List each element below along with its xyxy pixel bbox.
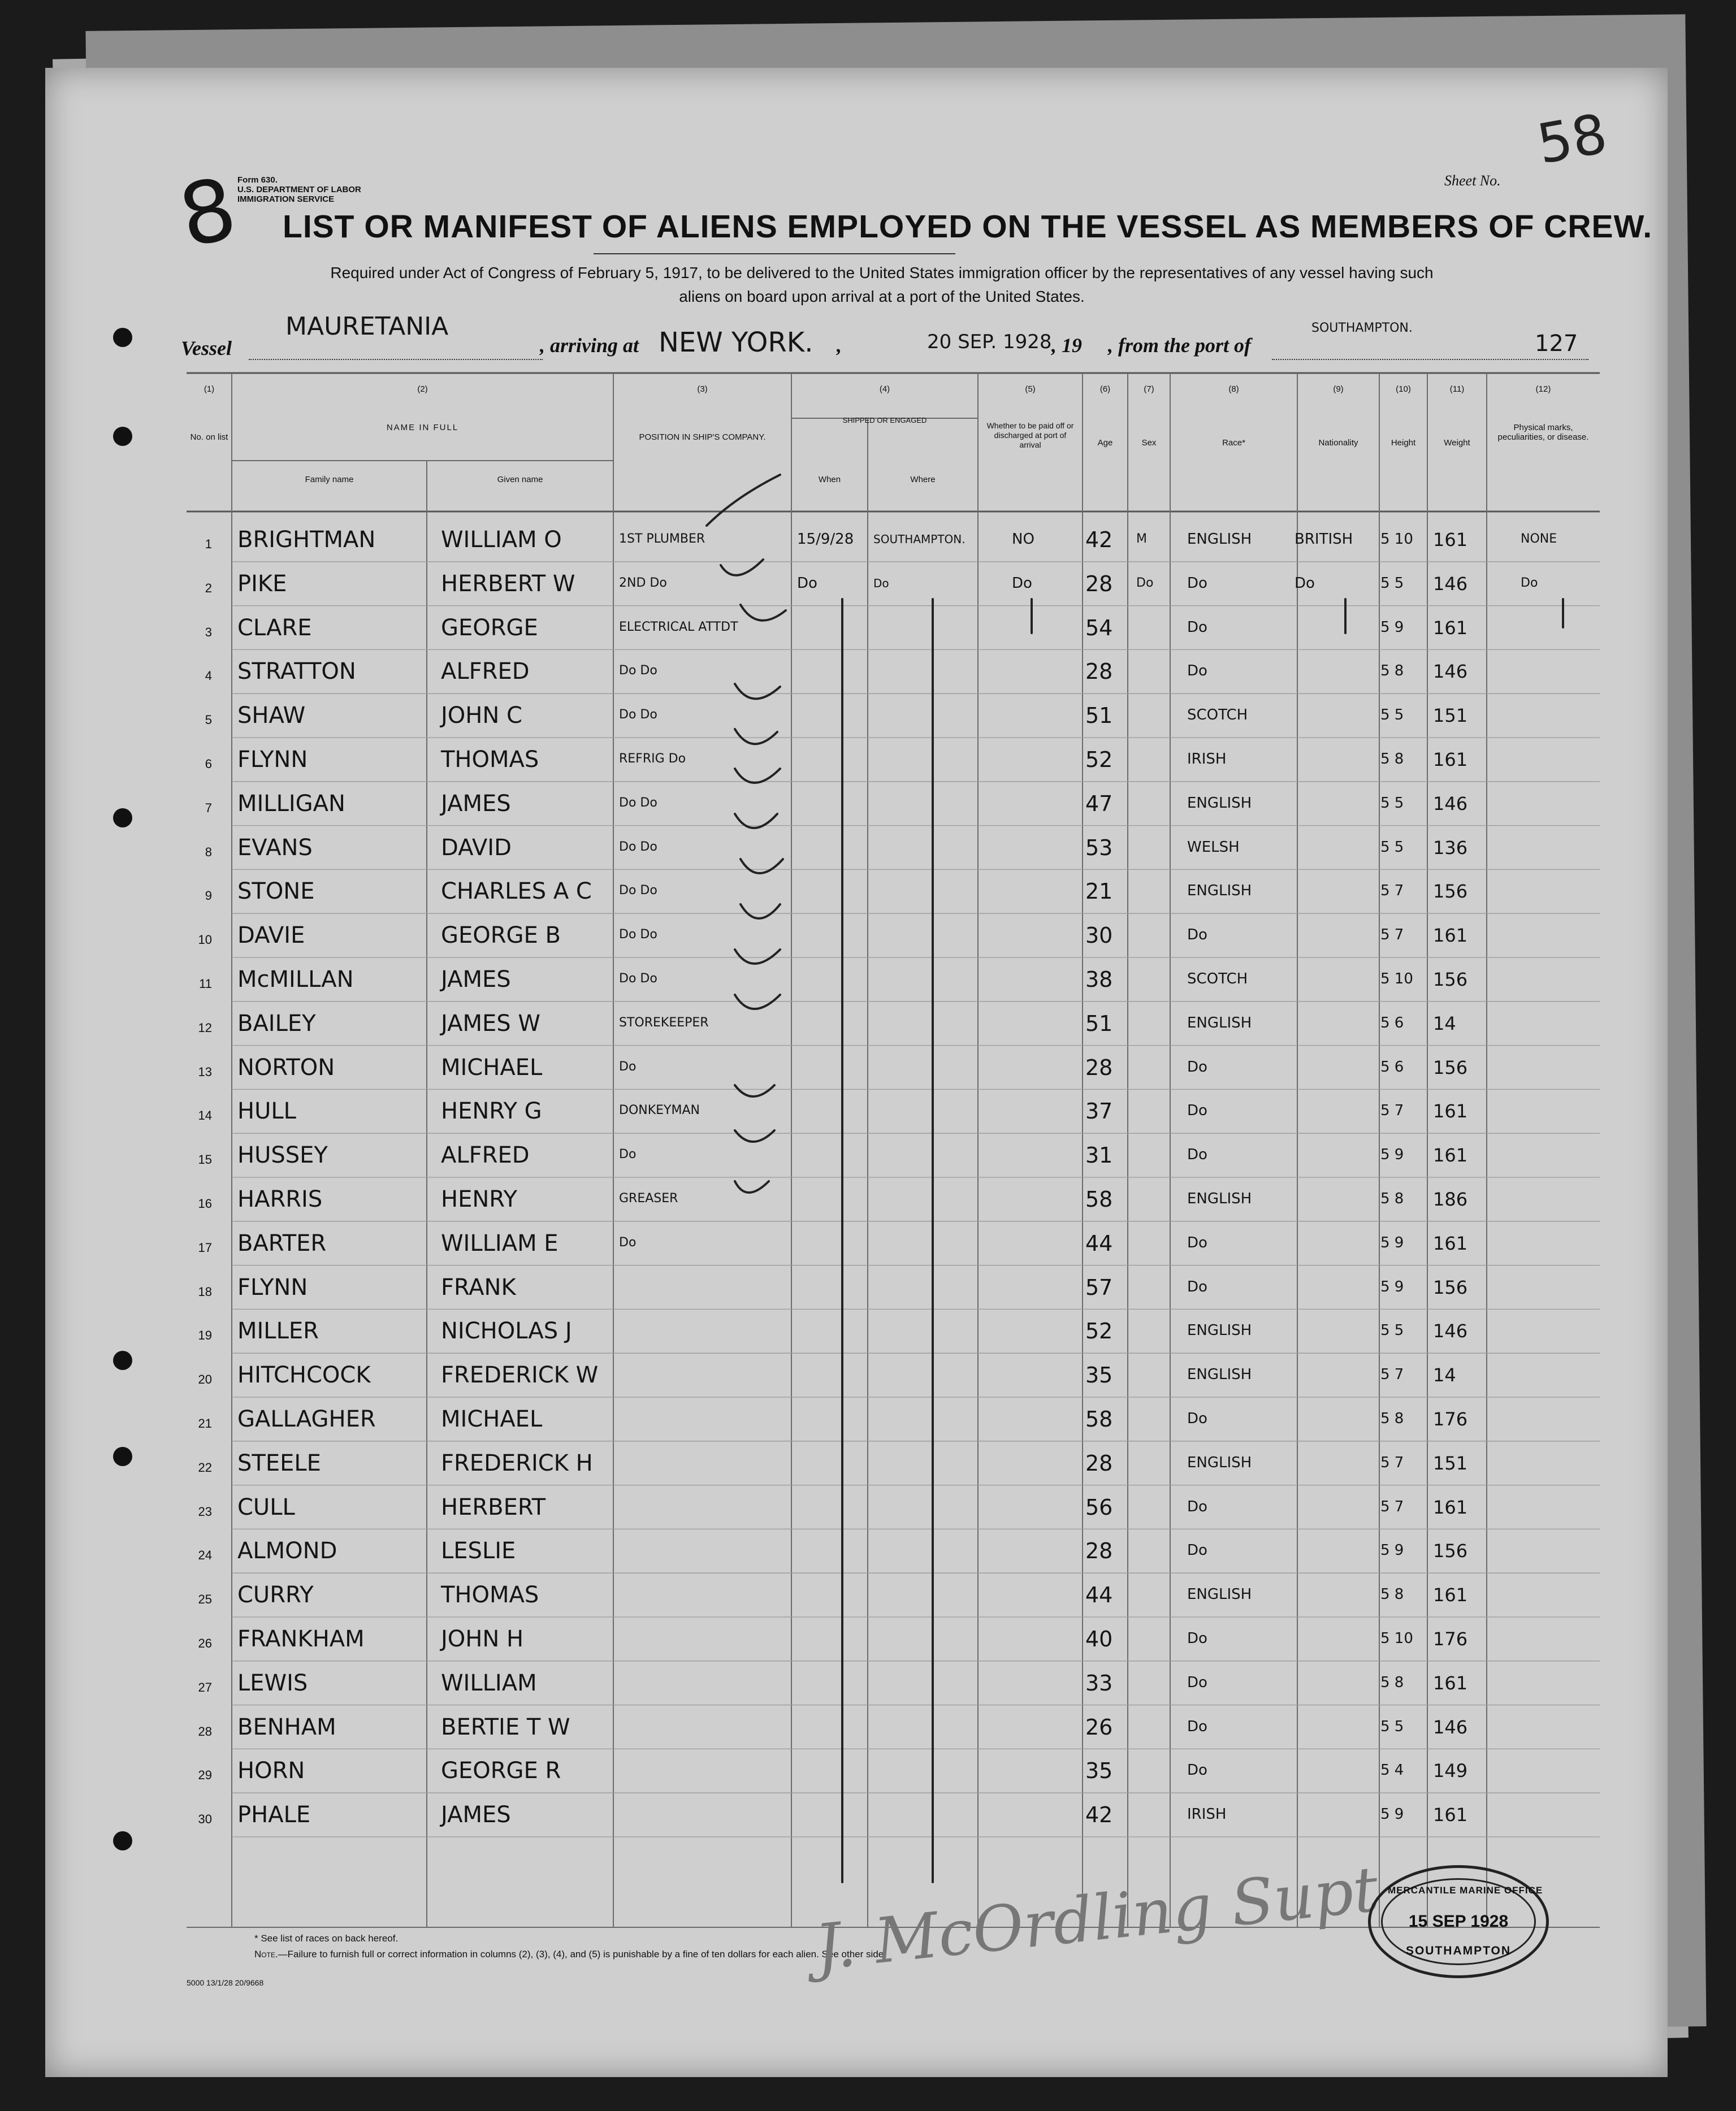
age-cell: 21 (1085, 879, 1113, 904)
weight-cell: 161 (1433, 749, 1468, 770)
race-cell: Do (1187, 574, 1207, 592)
race-cell: ENGLISH (1187, 1586, 1252, 1603)
race-cell: WELSH (1187, 838, 1240, 856)
col-name-in-full: NAME IN FULL (386, 423, 459, 432)
height-cell: 5 5 (1380, 838, 1404, 856)
given-name-cell: GEORGE (441, 614, 538, 641)
given-name-cell: JOHN C (441, 703, 522, 729)
race-cell: ENGLISH (1187, 1454, 1252, 1471)
row-number: 12 (198, 1020, 212, 1035)
age-cell: 44 (1085, 1230, 1113, 1256)
age-cell: 44 (1085, 1583, 1113, 1608)
family-name-cell: DAVIE (237, 922, 305, 949)
age-cell: 28 (1085, 1055, 1113, 1080)
age-cell: 28 (1085, 571, 1113, 596)
family-name-cell: PIKE (237, 570, 287, 597)
col-position: POSITION IN SHIP'S COMPANY. (639, 432, 766, 442)
height-cell: 5 4 (1380, 1762, 1404, 1779)
given-name-cell: FREDERICK H (441, 1450, 593, 1476)
weight-cell: 151 (1433, 1452, 1468, 1474)
height-cell: 5 5 (1380, 1718, 1404, 1735)
print-code: 5000 13/1/28 20/9668 (187, 1978, 264, 1987)
family-name-cell: MILLER (237, 1318, 319, 1345)
row-number: 13 (198, 1064, 212, 1079)
weight-cell: 176 (1433, 1628, 1468, 1650)
weight-cell: 146 (1433, 792, 1468, 814)
row-number: 19 (198, 1328, 212, 1343)
weight-cell: 146 (1433, 1716, 1468, 1738)
row-number: 9 (205, 888, 212, 903)
row-number: 20 (198, 1372, 212, 1387)
race-cell: IRISH (1187, 1806, 1227, 1823)
col-paid-off: Whether to be paid off or discharged at port of arrival (986, 421, 1074, 449)
age-cell: 28 (1085, 1538, 1113, 1564)
given-name-cell: HENRY (441, 1186, 517, 1212)
stamp-port: SOUTHAMPTON (1405, 1944, 1512, 1957)
given-name-cell: GEORGE R (441, 1758, 561, 1784)
weight-cell: 161 (1433, 1496, 1468, 1518)
age-cell: 57 (1085, 1275, 1113, 1300)
family-name-cell: SHAW (237, 703, 306, 729)
position-cell: Do Do (619, 972, 657, 986)
weight-cell: 161 (1433, 617, 1468, 639)
age-cell: 42 (1085, 1802, 1113, 1828)
height-cell: 5 7 (1380, 926, 1404, 944)
sheet-label: Sheet No. (1444, 172, 1501, 189)
physical-marks-cell: NONE (1521, 532, 1557, 546)
height-cell: 5 8 (1380, 1586, 1404, 1603)
col-sex: Sex (1141, 438, 1157, 448)
given-name-cell: MICHAEL (441, 1054, 543, 1081)
height-cell: 5 9 (1380, 1806, 1404, 1823)
family-name-cell: HORN (237, 1758, 305, 1784)
age-cell: 40 (1085, 1627, 1113, 1651)
row-number: 27 (198, 1680, 212, 1694)
corner-mark: 8 (171, 159, 245, 267)
given-name-cell: CHARLES A C (441, 878, 592, 905)
row-number: 18 (198, 1284, 212, 1299)
row-number: 23 (198, 1504, 212, 1519)
race-cell: Do (1187, 1762, 1207, 1779)
row-number: 17 (198, 1240, 212, 1255)
row-number: 26 (198, 1636, 212, 1650)
row-number: 5 (205, 713, 212, 727)
paid-off-cell: Do (1012, 574, 1032, 592)
nationality-cell: BRITISH (1295, 531, 1353, 548)
weight-cell: 14 (1433, 1012, 1456, 1034)
weight-cell: 161 (1433, 1145, 1468, 1167)
race-cell: Do (1187, 1718, 1207, 1735)
arriving-port: NEW YORK. (659, 327, 813, 358)
weight-cell: 161 (1433, 1584, 1468, 1606)
family-name-cell: BENHAM (237, 1714, 336, 1740)
given-name-cell: LESLIE (441, 1538, 516, 1564)
given-name-cell: FREDERICK W (441, 1362, 599, 1389)
row-number: 30 (198, 1812, 212, 1827)
family-name-cell: STRATTON (237, 658, 356, 685)
height-cell: 5 10 (1380, 970, 1413, 987)
arriving-label: , arriving at (540, 334, 639, 357)
note-text: —Failure to furnish full or correct information in columns (2), (3), (4), and (5) is punishable by a fine of ten dollars for each alien. See other side. (278, 1949, 886, 1960)
race-cell: Do (1187, 926, 1207, 944)
weight-cell: 149 (1433, 1760, 1468, 1782)
form-number: Form 630. (237, 175, 278, 185)
row-number: 28 (198, 1724, 212, 1739)
age-cell: 37 (1085, 1099, 1113, 1124)
weight-cell: 161 (1433, 1804, 1468, 1826)
height-cell: 5 8 (1380, 751, 1404, 768)
position-cell: DONKEYMAN (619, 1103, 700, 1118)
family-name-cell: CULL (237, 1494, 295, 1520)
family-name-cell: FRANKHAM (237, 1626, 365, 1652)
age-cell: 54 (1085, 615, 1113, 640)
col-no-on-list: No. on list (190, 432, 228, 442)
weight-cell: 146 (1433, 1320, 1468, 1342)
race-cell: ENGLISH (1187, 1366, 1252, 1384)
col-weight: Weight (1444, 438, 1470, 448)
family-name-cell: HUSSEY (237, 1142, 328, 1169)
age-cell: 58 (1085, 1187, 1113, 1212)
family-name-cell: HULL (237, 1098, 296, 1125)
from-port: SOUTHAMPTON. (1311, 321, 1413, 335)
position-cell: Do Do (619, 664, 657, 678)
family-name-cell: LEWIS (237, 1670, 308, 1696)
race-cell: Do (1187, 1278, 1207, 1295)
row-number: 24 (198, 1548, 212, 1563)
position-cell: STOREKEEPER (619, 1015, 709, 1030)
col-given-name: Given name (497, 475, 543, 484)
given-name-cell: GEORGE B (441, 922, 561, 949)
page-title: LIST OR MANIFEST OF ALIENS EMPLOYED ON THE VESSEL AS MEMBERS OF CREW. (283, 209, 1653, 245)
row-number: 25 (198, 1592, 212, 1607)
age-cell: 35 (1085, 1758, 1113, 1784)
weight-cell: 156 (1433, 1276, 1468, 1298)
col-num-4: (4) (879, 384, 890, 394)
height-cell: 5 8 (1380, 1190, 1404, 1207)
race-cell: ENGLISH (1187, 794, 1252, 812)
family-name-cell: HITCHCOCK (237, 1362, 371, 1389)
stamp-office: MERCANTILE MARINE OFFICE (1388, 1885, 1543, 1896)
height-cell: 5 9 (1380, 618, 1404, 636)
row-number: 15 (198, 1152, 212, 1167)
position-cell: Do Do (619, 927, 657, 942)
family-name-cell: CURRY (237, 1582, 314, 1609)
weight-cell: 186 (1433, 1189, 1468, 1210)
race-cell: Do (1187, 1146, 1207, 1164)
family-name-cell: STEELE (237, 1450, 321, 1476)
department: U.S. DEPARTMENT OF LABOR (237, 185, 361, 194)
given-name-cell: JOHN H (441, 1626, 524, 1652)
race-cell: Do (1187, 1058, 1207, 1076)
height-cell: 5 9 (1380, 1542, 1404, 1559)
stamp-date: 15 SEP 1928 (1408, 1912, 1509, 1931)
row-number: 14 (198, 1108, 212, 1123)
race-cell: SCOTCH (1187, 970, 1248, 987)
position-cell: 2ND Do (619, 575, 667, 590)
family-name-cell: STONE (237, 878, 315, 905)
race-cell: Do (1187, 618, 1207, 636)
weight-cell: 151 (1433, 705, 1468, 727)
row-number: 29 (198, 1768, 212, 1783)
given-name-cell: WILLIAM O (441, 527, 562, 553)
col-nationality: Nationality (1318, 438, 1358, 448)
weight-cell: 161 (1433, 1672, 1468, 1694)
height-cell: 5 5 (1380, 794, 1404, 812)
given-name-cell: BERTIE T W (441, 1714, 570, 1740)
given-name-cell: ALFRED (441, 1142, 530, 1169)
col-num-8: (8) (1228, 384, 1239, 394)
weight-cell: 14 (1433, 1364, 1456, 1386)
weight-cell: 156 (1433, 969, 1468, 990)
race-cell: Do (1187, 1542, 1207, 1559)
height-cell: 5 7 (1380, 1454, 1404, 1471)
family-name-cell: EVANS (237, 834, 313, 861)
row-number: 6 (205, 757, 212, 771)
position-cell: Do Do (619, 839, 657, 854)
col-family-name: Family name (305, 475, 354, 484)
family-name-cell: CLARE (237, 614, 312, 641)
height-cell: 5 7 (1380, 882, 1404, 900)
col-age: Age (1097, 438, 1113, 448)
race-cell: Do (1187, 1102, 1207, 1120)
position-cell: Do Do (619, 708, 657, 722)
family-name-cell: GALLAGHER (237, 1406, 376, 1432)
age-cell: 42 (1085, 527, 1113, 552)
row-number: 2 (205, 580, 212, 595)
age-cell: 51 (1085, 703, 1113, 729)
age-cell: 51 (1085, 1011, 1113, 1036)
family-name-cell: BAILEY (237, 1010, 316, 1037)
age-cell: 52 (1085, 747, 1113, 772)
race-cell: SCOTCH (1187, 706, 1248, 724)
when-cell: Do (797, 574, 817, 592)
race-cell: Do (1187, 1630, 1207, 1647)
col-num-1: (1) (204, 384, 215, 394)
mercantile-marine-stamp (1368, 1865, 1549, 1978)
height-cell: 5 8 (1380, 1674, 1404, 1691)
height-cell: 5 8 (1380, 662, 1404, 680)
weight-cell: 146 (1433, 573, 1468, 595)
row-number: 10 (198, 933, 212, 947)
given-name-cell: THOMAS (441, 747, 539, 773)
age-cell: 56 (1085, 1494, 1113, 1520)
height-cell: 5 7 (1380, 1366, 1404, 1384)
given-name-cell: JAMES (441, 790, 511, 817)
row-number: 3 (205, 625, 212, 639)
row-number: 22 (198, 1460, 212, 1475)
family-name-cell: FLYNN (237, 747, 308, 773)
family-name-cell: ALMOND (237, 1538, 337, 1564)
col-num-3: (3) (697, 384, 708, 394)
row-number: 7 (205, 800, 212, 815)
col-num-5: (5) (1025, 384, 1036, 394)
col-num-2: (2) (417, 384, 428, 394)
weight-cell: 136 (1433, 836, 1468, 859)
col-height: Height (1391, 438, 1416, 448)
col-when: When (818, 475, 841, 484)
comma: , (837, 334, 842, 357)
when-cell: 15/9/28 (797, 531, 854, 548)
position-cell: Do Do (619, 795, 657, 810)
position-cell: GREASER (619, 1191, 678, 1206)
given-name-cell: HERBERT W (441, 570, 575, 597)
col-num-6: (6) (1099, 384, 1111, 394)
race-cell: Do (1187, 1498, 1207, 1515)
family-name-cell: PHALE (237, 1802, 311, 1828)
age-cell: 33 (1085, 1670, 1113, 1696)
age-cell: 31 (1085, 1143, 1113, 1168)
height-cell: 5 5 (1380, 574, 1404, 592)
weight-cell: 156 (1433, 1540, 1468, 1562)
given-name-cell: DAVID (441, 834, 512, 861)
given-name-cell: THOMAS (441, 1582, 539, 1609)
given-name-cell: WILLIAM (441, 1670, 537, 1696)
height-cell: 5 9 (1380, 1278, 1404, 1295)
age-cell: 35 (1085, 1363, 1113, 1388)
sex-cell: M (1136, 532, 1147, 546)
subtitle-line: Required under Act of Congress of February 5, 1917, to be delivered to the United States immigration officer by the representatives of any vessel having such (330, 264, 1434, 281)
col-num-9: (9) (1333, 384, 1344, 394)
family-name-cell: BRIGHTMAN (237, 527, 376, 553)
given-name-cell: NICHOLAS J (441, 1318, 572, 1345)
physical-marks-cell: Do (1521, 575, 1538, 590)
given-name-cell: JAMES W (441, 1010, 540, 1037)
col-shipped: SHIPPED OR ENGAGED (842, 416, 927, 424)
height-cell: 5 9 (1380, 1146, 1404, 1164)
col-num-7: (7) (1144, 384, 1154, 394)
race-cell: Do (1187, 1674, 1207, 1691)
given-name-cell: HENRY G (441, 1098, 542, 1125)
family-name-cell: NORTON (237, 1054, 335, 1081)
sex-cell: Do (1136, 575, 1154, 590)
race-cell: IRISH (1187, 751, 1227, 768)
given-name-cell: ALFRED (441, 658, 530, 685)
vessel-label: Vessel (181, 337, 232, 359)
height-cell: 5 7 (1380, 1498, 1404, 1515)
height-cell: 5 9 (1380, 1234, 1404, 1251)
height-cell: 5 8 (1380, 1410, 1404, 1427)
col-race: Race* (1222, 438, 1245, 448)
position-cell: ELECTRICAL ATTDT (619, 619, 738, 634)
given-name-cell: MICHAEL (441, 1406, 543, 1432)
row-number: 21 (198, 1416, 212, 1431)
weight-cell: 156 (1433, 1056, 1468, 1078)
given-name-cell: WILLIAM E (441, 1230, 559, 1256)
weight-cell: 161 (1433, 925, 1468, 947)
age-cell: 26 (1085, 1714, 1113, 1740)
weight-cell: 161 (1433, 1232, 1468, 1254)
races-note: * See list of races on back hereof. (254, 1933, 399, 1944)
age-cell: 58 (1085, 1407, 1113, 1432)
race-cell: ENGLISH (1187, 1322, 1252, 1340)
position-cell: Do (619, 1059, 637, 1074)
col-physical-marks: Physical marks, peculiarities, or disease. (1497, 423, 1589, 442)
col-num-11: (11) (1449, 384, 1465, 394)
race-cell: ENGLISH (1187, 1014, 1252, 1031)
race-cell: ENGLISH (1187, 1190, 1252, 1207)
where-cell: Do (873, 576, 889, 590)
position-cell: Do Do (619, 883, 657, 898)
height-cell: 5 10 (1380, 1630, 1413, 1647)
vessel-name: MAURETANIA (285, 312, 449, 341)
family-name-cell: HARRIS (237, 1186, 323, 1212)
race-cell: ENGLISH (1187, 882, 1252, 900)
height-cell: 5 6 (1380, 1014, 1404, 1031)
given-name-cell: JAMES (441, 1802, 511, 1828)
service: IMMIGRATION SERVICE (237, 194, 335, 204)
row-number: 16 (198, 1197, 212, 1211)
age-cell: 38 (1085, 967, 1113, 992)
position-cell: 1ST PLUMBER (619, 532, 705, 546)
family-name-cell: FLYNN (237, 1274, 308, 1301)
sheet-number: 58 (1532, 102, 1612, 176)
position-cell: REFRIG Do (619, 752, 686, 766)
weight-cell: 161 (1433, 529, 1468, 550)
height-cell: 5 5 (1380, 1322, 1404, 1340)
family-name-cell: McMILLAN (237, 966, 354, 992)
age-cell: 52 (1085, 1319, 1113, 1344)
height-cell: 5 6 (1380, 1058, 1404, 1076)
position-cell: Do (619, 1147, 637, 1162)
age-cell: 47 (1085, 791, 1113, 816)
col-num-10: (10) (1396, 384, 1411, 394)
penalty-note (254, 1949, 886, 1960)
col-num-12: (12) (1535, 384, 1551, 394)
family-name-cell: BARTER (237, 1230, 327, 1256)
list-number: 127 (1535, 331, 1578, 357)
age-cell: 28 (1085, 1450, 1113, 1476)
race-cell: Do (1187, 1234, 1207, 1251)
race-cell: ENGLISH (1187, 531, 1252, 548)
note-label: Note. (254, 1949, 278, 1960)
age-cell: 28 (1085, 659, 1113, 684)
subtitle-line: aliens on board upon arrival at a port of the United States. (679, 288, 1085, 305)
height-cell: 5 10 (1380, 531, 1413, 548)
row-number: 11 (199, 977, 212, 991)
given-name-cell: HERBERT (441, 1494, 546, 1520)
age-cell: 53 (1085, 835, 1113, 860)
year-label: , 19 (1051, 334, 1082, 357)
weight-cell: 176 (1433, 1408, 1468, 1430)
where-cell: SOUTHAMPTON. (873, 532, 966, 546)
weight-cell: 156 (1433, 881, 1468, 903)
race-cell: Do (1187, 1410, 1207, 1427)
col-where: Where (910, 475, 936, 484)
family-name-cell: MILLIGAN (237, 790, 345, 817)
given-name-cell: JAMES (441, 966, 511, 992)
arrival-date: 20 SEP. 1928 (927, 331, 1052, 353)
age-cell: 30 (1085, 923, 1113, 948)
signature: J. McOrdling Supt (812, 1853, 1382, 1984)
nationality-cell: Do (1295, 574, 1315, 592)
race-cell: Do (1187, 662, 1207, 680)
given-name-cell: FRANK (441, 1274, 516, 1301)
from-label: , from the port of (1108, 334, 1252, 357)
row-number: 1 (205, 537, 212, 551)
position-cell: Do (619, 1235, 637, 1250)
weight-cell: 161 (1433, 1100, 1468, 1122)
height-cell: 5 7 (1380, 1102, 1404, 1120)
height-cell: 5 5 (1380, 706, 1404, 724)
row-number: 4 (205, 669, 212, 683)
weight-cell: 146 (1433, 661, 1468, 683)
paid-off-cell: NO (1012, 531, 1034, 548)
row-number: 8 (205, 844, 212, 859)
